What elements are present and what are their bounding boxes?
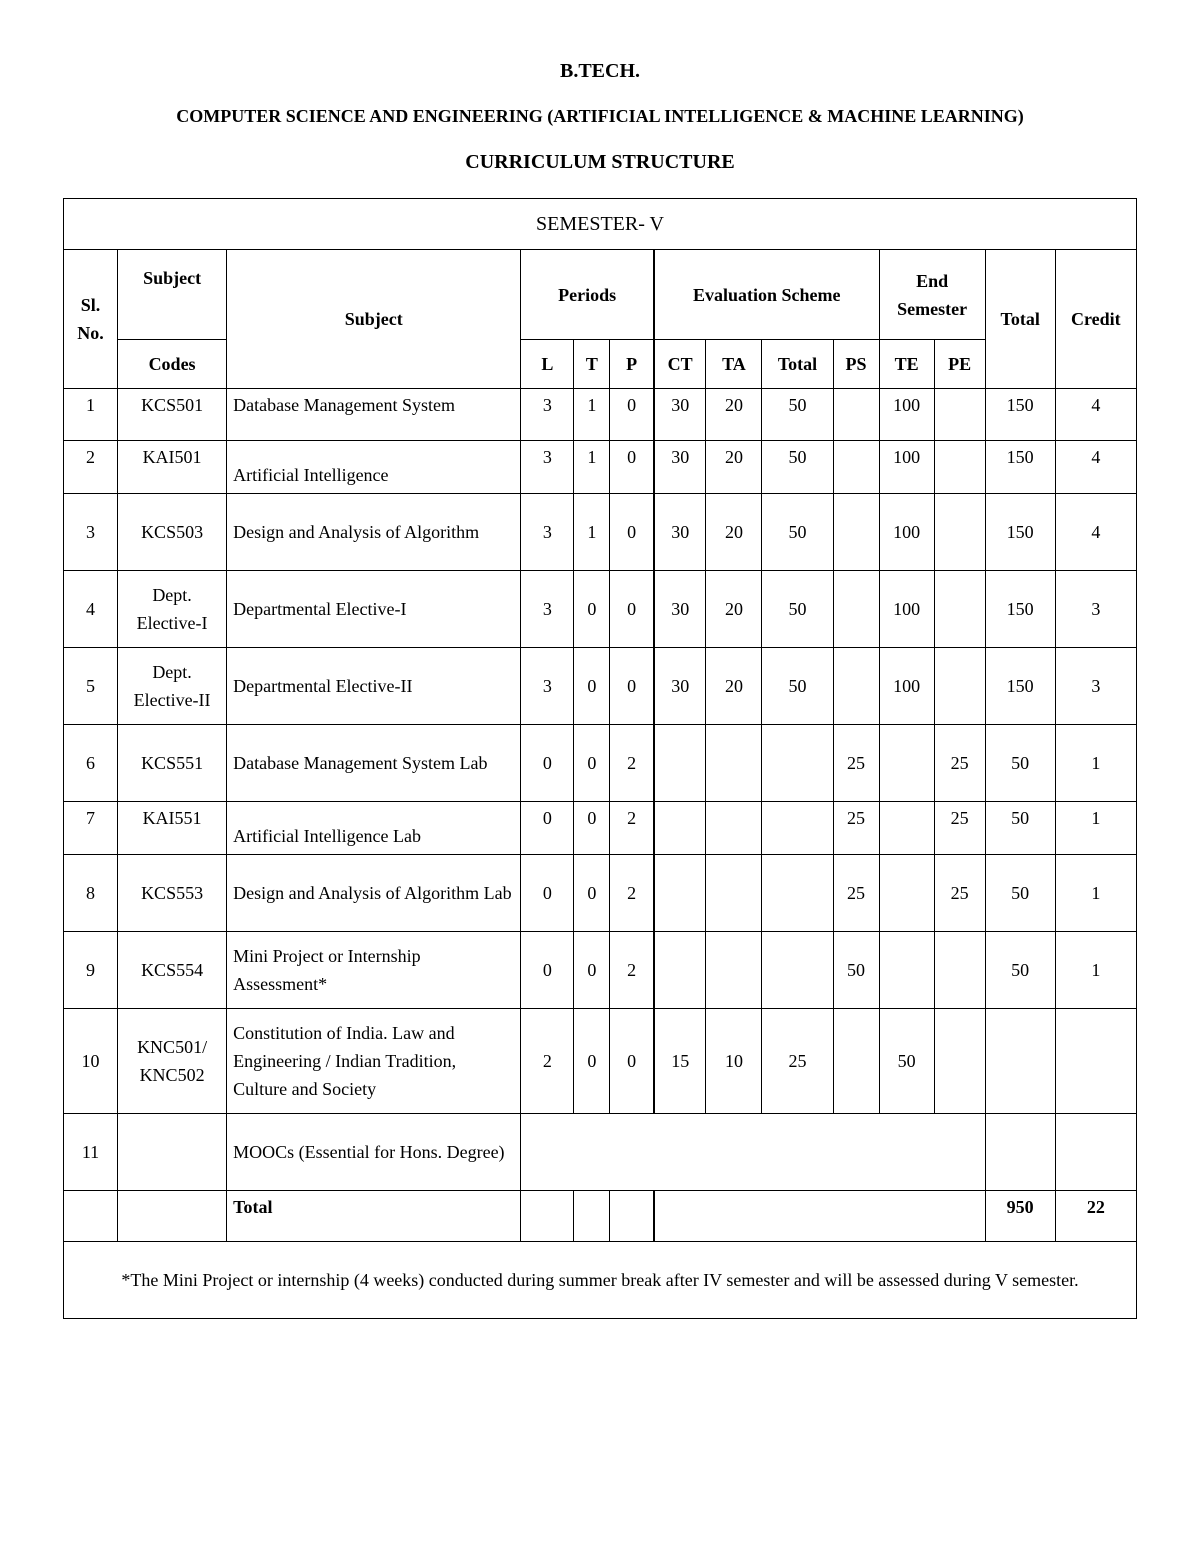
cell-TA: 20 <box>706 571 762 648</box>
cell-total: 50 <box>985 932 1055 1009</box>
cell-PE <box>934 648 985 725</box>
cell-P: 0 <box>610 1009 654 1114</box>
cell-empty <box>654 1191 985 1242</box>
cell-total <box>985 1114 1055 1191</box>
cell-TE: 100 <box>879 389 934 441</box>
cell-empty <box>610 1191 654 1242</box>
header-TE: TE <box>879 340 934 389</box>
cell-credit: 1 <box>1055 855 1136 932</box>
cell-CT <box>654 725 706 802</box>
header-eval-total: Total <box>762 340 833 389</box>
table-row <box>64 725 1137 802</box>
cell-code: KCS501 <box>118 389 227 441</box>
cell-eval-total <box>762 802 833 855</box>
cell-P: 2 <box>610 725 654 802</box>
cell-credit: 1 <box>1055 725 1136 802</box>
cell-credit: 4 <box>1055 389 1136 441</box>
cell-TE: 100 <box>879 571 934 648</box>
cell-L: 0 <box>521 932 574 1009</box>
cell-PE <box>934 494 985 571</box>
table-row <box>64 441 1137 494</box>
cell-T: 1 <box>574 494 610 571</box>
footnote: *The Mini Project or internship (4 weeks) conducted during summer break after IV semester and will be assessed during V semester. <box>64 1242 1137 1319</box>
cell-code: Dept. Elective-I <box>118 571 227 648</box>
cell-P: 2 <box>610 855 654 932</box>
table-row <box>64 648 1137 725</box>
cell-L: 0 <box>521 802 574 855</box>
cell-sl: 1 <box>64 389 118 441</box>
cell-P: 0 <box>610 441 654 494</box>
cell-subject: Departmental Elective-I <box>227 571 521 648</box>
cell-subject: Design and Analysis of Algorithm Lab <box>227 855 521 932</box>
cell-L: 3 <box>521 389 574 441</box>
cell-TA: 20 <box>706 648 762 725</box>
cell-P: 0 <box>610 389 654 441</box>
cell-TE <box>879 725 934 802</box>
cell-CT <box>654 932 706 1009</box>
cell-L: 3 <box>521 648 574 725</box>
cell-PE: 25 <box>934 725 985 802</box>
table-row <box>64 802 1137 855</box>
cell-PE <box>934 389 985 441</box>
cell-eval-total: 50 <box>762 441 833 494</box>
cell-CT: 30 <box>654 571 706 648</box>
cell-TE <box>879 802 934 855</box>
header-subject: Subject <box>227 250 521 389</box>
cell-TE: 50 <box>879 1009 934 1114</box>
cell-total: 50 <box>985 725 1055 802</box>
cell-PE <box>934 1009 985 1114</box>
cell-subject: Artificial Intelligence Lab <box>227 802 521 855</box>
table-row <box>64 494 1137 571</box>
cell-empty <box>64 1191 118 1242</box>
cell-TA: 20 <box>706 389 762 441</box>
cell-code: KNC501/ KNC502 <box>118 1009 227 1114</box>
cell-L: 0 <box>521 855 574 932</box>
cell-PS <box>833 389 879 441</box>
cell-code: KAI501 <box>118 441 227 494</box>
cell-PS <box>833 1009 879 1114</box>
cell-sl: 4 <box>64 571 118 648</box>
cell-TE: 100 <box>879 494 934 571</box>
cell-CT <box>654 802 706 855</box>
header-total: Total <box>985 250 1055 389</box>
cell-TA <box>706 802 762 855</box>
cell-sl: 5 <box>64 648 118 725</box>
cell-credit: 1 <box>1055 802 1136 855</box>
cell-empty <box>118 1191 227 1242</box>
header-PS: PS <box>833 340 879 389</box>
cell-total: 150 <box>985 571 1055 648</box>
cell-subject: Mini Project or Internship Assessment* <box>227 932 521 1009</box>
header-sl-no: Sl. No. <box>64 250 118 389</box>
cell-credit: 1 <box>1055 932 1136 1009</box>
cell-CT: 30 <box>654 648 706 725</box>
table-row <box>64 1009 1137 1114</box>
program-title: B.TECH. <box>559 60 641 82</box>
cell-total: 150 <box>985 494 1055 571</box>
cell-CT: 30 <box>654 389 706 441</box>
cell-L: 3 <box>521 441 574 494</box>
cell-T: 1 <box>574 441 610 494</box>
table-row <box>64 389 1137 441</box>
cell-TE <box>879 932 934 1009</box>
cell-T: 0 <box>574 725 610 802</box>
cell-sl: 9 <box>64 932 118 1009</box>
cell-PS: 25 <box>833 725 879 802</box>
cell-P: 2 <box>610 932 654 1009</box>
cell-total: 50 <box>985 855 1055 932</box>
header-end-semester: End Semester <box>879 250 985 340</box>
cell-sl: 7 <box>64 802 118 855</box>
cell-PS <box>833 441 879 494</box>
cell-TA <box>706 932 762 1009</box>
cell-P: 2 <box>610 802 654 855</box>
cell-PS: 50 <box>833 932 879 1009</box>
cell-subject: MOOCs (Essential for Hons. Degree) <box>227 1114 521 1191</box>
cell-code <box>118 1114 227 1191</box>
header-T: T <box>574 340 610 389</box>
cell-empty <box>574 1191 610 1242</box>
cell-total: 150 <box>985 441 1055 494</box>
header-PE: PE <box>934 340 985 389</box>
cell-TA: 20 <box>706 441 762 494</box>
cell-T: 0 <box>574 855 610 932</box>
cell-T: 0 <box>574 648 610 725</box>
branch-title: COMPUTER SCIENCE AND ENGINEERING (ARTIFICIAL INTELLIGENCE & MACHINE LEARNING) <box>176 106 1024 126</box>
cell-credit <box>1055 1114 1136 1191</box>
cell-PE <box>934 441 985 494</box>
cell-sl: 10 <box>64 1009 118 1114</box>
cell-empty <box>521 1191 574 1242</box>
cell-T: 0 <box>574 1009 610 1114</box>
cell-eval-total <box>762 725 833 802</box>
cell-T: 0 <box>574 932 610 1009</box>
cell-code: KAI551 <box>118 802 227 855</box>
cell-CT: 15 <box>654 1009 706 1114</box>
cell-L: 0 <box>521 725 574 802</box>
cell-total: 150 <box>985 648 1055 725</box>
grand-credit: 22 <box>1055 1191 1136 1242</box>
cell-code: KCS553 <box>118 855 227 932</box>
cell-P: 0 <box>610 648 654 725</box>
table-row <box>64 855 1137 932</box>
table-row <box>64 932 1137 1009</box>
cell-PS <box>833 571 879 648</box>
header-CT: CT <box>654 340 706 389</box>
cell-T: 0 <box>574 571 610 648</box>
cell-T: 0 <box>574 802 610 855</box>
cell-subject: Database Management System <box>227 389 521 441</box>
grand-total: 950 <box>985 1191 1055 1242</box>
cell-total <box>985 1009 1055 1114</box>
cell-P: 0 <box>610 571 654 648</box>
cell-L: 2 <box>521 1009 574 1114</box>
header-TA: TA <box>706 340 762 389</box>
cell-CT: 30 <box>654 441 706 494</box>
cell-PE <box>934 932 985 1009</box>
cell-T: 1 <box>574 389 610 441</box>
header-periods: Periods <box>521 250 654 340</box>
cell-PE: 25 <box>934 802 985 855</box>
cell-L: 3 <box>521 571 574 648</box>
cell-PE: 25 <box>934 855 985 932</box>
table-row <box>64 1114 1137 1191</box>
cell-TE: 100 <box>879 648 934 725</box>
cell-credit: 3 <box>1055 571 1136 648</box>
cell-subject: Design and Analysis of Algorithm <box>227 494 521 571</box>
cell-total: 50 <box>985 802 1055 855</box>
total-label: Total <box>227 1191 521 1242</box>
curriculum-title: CURRICULUM STRUCTURE <box>465 151 735 173</box>
cell-PS <box>833 648 879 725</box>
table-row <box>64 571 1137 648</box>
cell-sl: 11 <box>64 1114 118 1191</box>
total-row <box>64 1191 1137 1242</box>
cell-CT <box>654 855 706 932</box>
header-evaluation-scheme: Evaluation Scheme <box>654 250 879 340</box>
cell-subject: Departmental Elective-II <box>227 648 521 725</box>
header-P: P <box>610 340 654 389</box>
cell-PS: 25 <box>833 802 879 855</box>
cell-P: 0 <box>610 494 654 571</box>
cell-credit: 4 <box>1055 494 1136 571</box>
cell-eval-total <box>762 932 833 1009</box>
cell-CT: 30 <box>654 494 706 571</box>
cell-credit: 4 <box>1055 441 1136 494</box>
header-L: L <box>521 340 574 389</box>
cell-code: KCS503 <box>118 494 227 571</box>
cell-sl: 6 <box>64 725 118 802</box>
cell-TA: 10 <box>706 1009 762 1114</box>
cell-TA <box>706 855 762 932</box>
cell-code: Dept. Elective-II <box>118 648 227 725</box>
cell-subject: Artificial Intelligence <box>227 441 521 494</box>
cell-sl: 8 <box>64 855 118 932</box>
cell-credit <box>1055 1009 1136 1114</box>
header-subject-codes-2: Codes <box>118 340 227 389</box>
cell-TE: 100 <box>879 441 934 494</box>
cell-total: 150 <box>985 389 1055 441</box>
cell-TE <box>879 855 934 932</box>
cell-sl: 3 <box>64 494 118 571</box>
cell-credit: 3 <box>1055 648 1136 725</box>
cell-PE <box>934 571 985 648</box>
cell-merged-empty <box>521 1114 985 1191</box>
cell-sl: 2 <box>64 441 118 494</box>
header-credit: Credit <box>1055 250 1136 389</box>
cell-eval-total: 25 <box>762 1009 833 1114</box>
cell-eval-total: 50 <box>762 571 833 648</box>
cell-subject: Database Management System Lab <box>227 725 521 802</box>
cell-eval-total: 50 <box>762 389 833 441</box>
cell-PS: 25 <box>833 855 879 932</box>
semester-heading: SEMESTER- V <box>64 199 1137 250</box>
cell-L: 3 <box>521 494 574 571</box>
cell-PS <box>833 494 879 571</box>
cell-eval-total: 50 <box>762 494 833 571</box>
cell-TA <box>706 725 762 802</box>
curriculum-table <box>63 198 1137 1319</box>
cell-code: KCS551 <box>118 725 227 802</box>
cell-TA: 20 <box>706 494 762 571</box>
cell-eval-total <box>762 855 833 932</box>
cell-subject: Constitution of India. Law and Engineering / Indian Tradition, Culture and Society <box>227 1009 521 1114</box>
cell-eval-total: 50 <box>762 648 833 725</box>
cell-code: KCS554 <box>118 932 227 1009</box>
header-subject-codes-1: Subject <box>118 250 227 340</box>
